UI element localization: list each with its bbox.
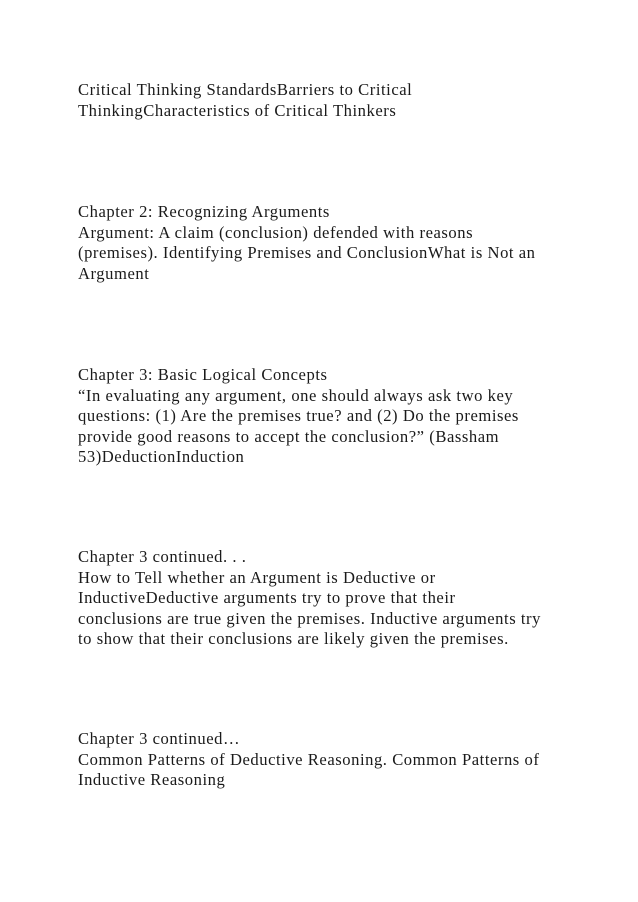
text-line: 53)DeductionInduction: [78, 447, 245, 466]
text-line: ThinkingCharacteristics of Critical Thinkers: [78, 100, 397, 120]
section-heading: Chapter 3 continued. . .: [78, 547, 247, 566]
section-heading: Chapter 3: Basic Logical Concepts: [78, 365, 328, 384]
chapter-3-continued-2-section: [78, 729, 598, 791]
text-line: Common Patterns of Deductive Reasoning. Common Patterns of: [78, 749, 540, 769]
text-line: provide good reasons to accept the conclusion?” (Bassham: [78, 426, 500, 446]
text-line: InductiveDeductive arguments try to prove that their: [78, 588, 456, 607]
text-line: Inductive Reasoning: [78, 770, 226, 789]
text-line: conclusions are true given the premises. Inductive arguments try: [78, 608, 541, 628]
section-heading: Chapter 3 continued…: [78, 729, 241, 748]
section-heading: Chapter 2: Recognizing Arguments: [78, 202, 330, 221]
text-line: Argument: [78, 263, 150, 283]
text-line: “In evaluating any argument, one should always ask two key: [78, 385, 514, 405]
text-line: (premises). Identifying Premises and ConclusionWhat is Not an: [78, 243, 536, 262]
text-line: Critical Thinking StandardsBarriers to Critical: [78, 80, 413, 99]
chapter-3-continued-section: [78, 547, 598, 650]
text-line: to show that their conclusions are likely given the premises.: [78, 629, 509, 648]
text-line: Argument: A claim (conclusion) defended with reasons: [78, 222, 474, 242]
chapter-3-section: [78, 365, 598, 468]
chapter-2-section: [78, 202, 598, 284]
text-line: questions: (1) Are the premises true? and (2) Do the premises: [78, 406, 519, 425]
text-line: How to Tell whether an Argument is Deductive or: [78, 567, 436, 587]
critical-thinking-section: [78, 80, 598, 121]
